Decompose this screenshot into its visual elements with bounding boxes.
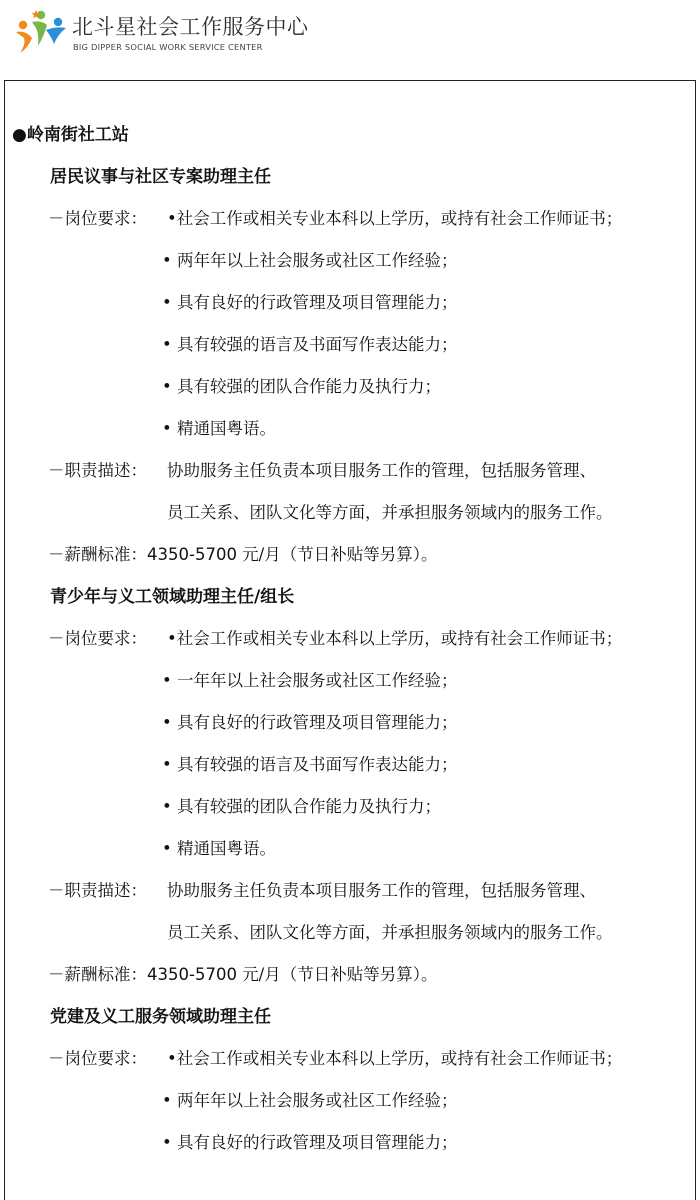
- org-name-en: BIG DIPPER SOCIAL WORK SERVICE CENTER: [73, 42, 263, 52]
- duty-label: －职责描述：: [48, 881, 147, 900]
- requirement-item: • 具有较强的团队合作能力及执行力；: [162, 797, 441, 816]
- duty-line: 员工关系、团队文化等方面，并承担服务领域内的服务工作。: [167, 503, 613, 522]
- big-dipper-figures-icon: [14, 8, 68, 56]
- duty-line: 协助服务主任负责本项目服务工作的管理，包括服务管理、: [167, 461, 596, 480]
- requirement-item: • 具有较强的语言及书面写作表达能力；: [162, 755, 458, 774]
- requirement-item: • 一年年以上社会服务或社区工作经验；: [162, 671, 458, 690]
- station-name: 岭南街社工站: [26, 125, 129, 145]
- salary-amount: 4350-5700: [147, 965, 237, 984]
- salary-amount: 4350-5700: [147, 545, 237, 564]
- requirement-item: • 具有良好的行政管理及项目管理能力；: [162, 293, 458, 312]
- station-bullet: ●: [12, 125, 27, 145]
- job-title: 党建及义工服务领域助理主任: [50, 1007, 271, 1027]
- duty-line: 员工关系、团队文化等方面，并承担服务领域内的服务工作。: [167, 923, 613, 942]
- salary-label: －薪酬标准：: [48, 545, 147, 564]
- requirement-item: • 具有良好的行政管理及项目管理能力；: [162, 713, 458, 732]
- requirement-item: • 两年年以上社会服务或社区工作经验；: [162, 1091, 458, 1110]
- requirement-item: •社会工作或相关专业本科以上学历，或持有社会工作师证书；: [167, 209, 623, 228]
- requirements-label: －岗位要求：: [48, 209, 147, 228]
- duty-label: －职责描述：: [48, 461, 147, 480]
- salary-rest: 元/月（节日补贴等另算）。: [236, 965, 438, 984]
- requirement-item: • 具有较强的语言及书面写作表达能力；: [162, 335, 458, 354]
- job-title: 居民议事与社区专案助理主任: [50, 167, 271, 187]
- salary-row: [48, 544, 438, 566]
- duty-line: 协助服务主任负责本项目服务工作的管理，包括服务管理、: [167, 881, 596, 900]
- org-name-cn: 北斗星社会工作服务中心: [72, 15, 309, 39]
- requirement-item: • 两年年以上社会服务或社区工作经验；: [162, 251, 458, 270]
- salary-row: [48, 964, 438, 986]
- job-title: 青少年与义工领域助理主任/组长: [50, 587, 295, 607]
- requirements-label: －岗位要求：: [48, 1049, 147, 1068]
- requirement-item: • 精通国粤语。: [162, 419, 276, 438]
- requirement-item: •社会工作或相关专业本科以上学历，或持有社会工作师证书；: [167, 629, 623, 648]
- requirement-item: •社会工作或相关专业本科以上学历，或持有社会工作师证书；: [167, 1049, 623, 1068]
- salary-rest: 元/月（节日补贴等另算）。: [236, 545, 438, 564]
- page-header: [0, 0, 700, 80]
- requirement-item: • 具有较强的团队合作能力及执行力；: [162, 377, 441, 396]
- requirement-item: • 具有良好的行政管理及项目管理能力；: [162, 1133, 458, 1152]
- station-heading: [12, 124, 129, 146]
- requirements-label: －岗位要求：: [48, 629, 147, 648]
- salary-label: －薪酬标准：: [48, 965, 147, 984]
- requirement-item: • 精通国粤语。: [162, 839, 276, 858]
